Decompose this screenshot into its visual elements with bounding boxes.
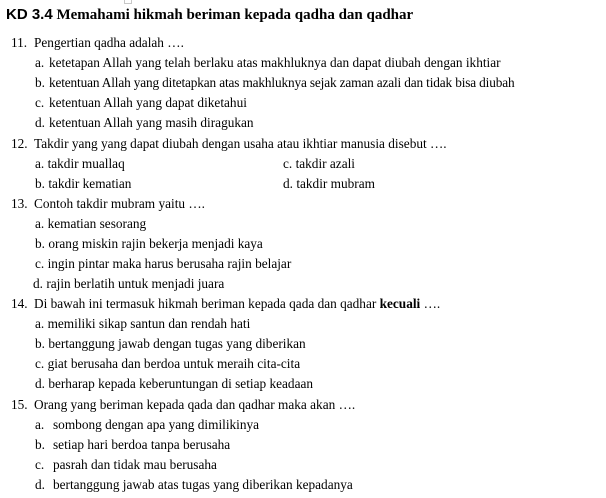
question-text: Takdir yang yang dapat diubah dengan usaha atau ikhtiar manusia disebut …. <box>34 136 447 151</box>
option-letter: b. <box>35 75 45 90</box>
question-text-before: Di bawah ini termasuk hikmah beriman kepada qada dan qadhar <box>34 296 380 311</box>
option-letter: b. <box>35 236 45 251</box>
option-14a <box>35 316 250 332</box>
option-letter: d. <box>35 115 45 130</box>
question-number: 15. <box>11 397 28 412</box>
option-letter: d. <box>35 376 45 391</box>
option-letter: b. <box>35 336 45 351</box>
option-letter: c. <box>283 156 293 171</box>
option-letter: d. <box>33 276 43 291</box>
option-text: takdir azali <box>295 156 355 171</box>
option-text: takdir kematian <box>48 176 132 191</box>
question-text <box>34 296 440 312</box>
option-13c <box>35 256 291 272</box>
option-text: bertanggung jawab atas tugas yang diberikan kepadanya <box>53 477 353 492</box>
option-13a <box>35 216 146 232</box>
question-number: 11. <box>11 35 28 50</box>
option-text: kematian sesorang <box>47 216 147 231</box>
question-number: 12. <box>11 136 28 151</box>
option-text: ketentuan Allah yang dapat diketahui <box>49 95 247 110</box>
question-number: 14. <box>11 296 28 311</box>
option-letter: c. <box>35 457 45 472</box>
option-letter: c. <box>35 256 45 271</box>
option-13b <box>35 236 263 252</box>
option-12b <box>35 176 131 192</box>
option-letter: a. <box>35 55 45 70</box>
question-keyword: kecuali <box>379 296 421 311</box>
question-text: Orang yang beriman kepada qada dan qadhar maka akan …. <box>34 397 356 412</box>
option-12d <box>283 176 375 192</box>
option-text: takdir muallaq <box>47 156 125 171</box>
option-text: pasrah dan tidak mau berusaha <box>53 457 217 472</box>
option-14d <box>35 376 313 392</box>
title-code: KD 3.4 <box>6 6 53 23</box>
title-text: Memahami hikmah beriman kepada qadha dan qadhar <box>56 7 414 23</box>
option-text: rajin berlatih untuk menjadi juara <box>46 276 225 291</box>
option-13d <box>33 276 224 292</box>
option-14b <box>35 336 306 352</box>
option-text: bertanggung jawab dengan tugas yang diberikan <box>48 336 306 351</box>
option-letter: a. <box>35 156 45 171</box>
option-letter: a. <box>35 417 45 432</box>
option-text: memiliki sikap santun dan rendah hati <box>47 316 251 331</box>
question-text: Pengertian qadha adalah …. <box>34 35 184 50</box>
question-text-after: …. <box>420 296 441 311</box>
option-14c <box>35 356 300 372</box>
option-letter: b. <box>35 176 45 191</box>
option-text: ketentuan Allah yang masih diragukan <box>49 115 254 130</box>
option-12a <box>35 156 125 172</box>
option-text: ketetapan Allah yang telah berlaku atas makhluknya dan dapat diubah dengan ikhtiar <box>49 55 501 70</box>
question-text: Contoh takdir mubram yaitu …. <box>34 196 205 211</box>
option-letter: b. <box>35 437 45 452</box>
option-text: orang miskin rajin bekerja menjadi kaya <box>48 236 263 251</box>
option-letter: d. <box>35 477 45 492</box>
text-cursor-mark <box>124 0 132 4</box>
option-letter: d. <box>283 176 293 191</box>
option-letter: c. <box>35 95 45 110</box>
option-12c <box>283 156 355 172</box>
page-title <box>6 6 413 24</box>
option-text: setiap hari berdoa tanpa berusaha <box>53 437 231 452</box>
option-text: ingin pintar maka harus berusaha rajin belajar <box>47 256 292 271</box>
option-text: ketentuan Allah yang ditetapkan atas makhluknya sejak zaman azali dan tidak bisa diubah <box>49 75 515 90</box>
option-letter: a. <box>35 316 45 331</box>
option-text: giat berusaha dan berdoa untuk meraih cita-cita <box>47 356 301 371</box>
option-letter: a. <box>35 216 45 231</box>
question-number: 13. <box>11 196 28 211</box>
option-letter: c. <box>35 356 45 371</box>
option-text: takdir mubram <box>296 176 375 191</box>
option-text: sombong dengan apa yang dimilikinya <box>53 417 260 432</box>
option-text: berharap kepada keberuntungan di setiap keadaan <box>48 376 314 391</box>
